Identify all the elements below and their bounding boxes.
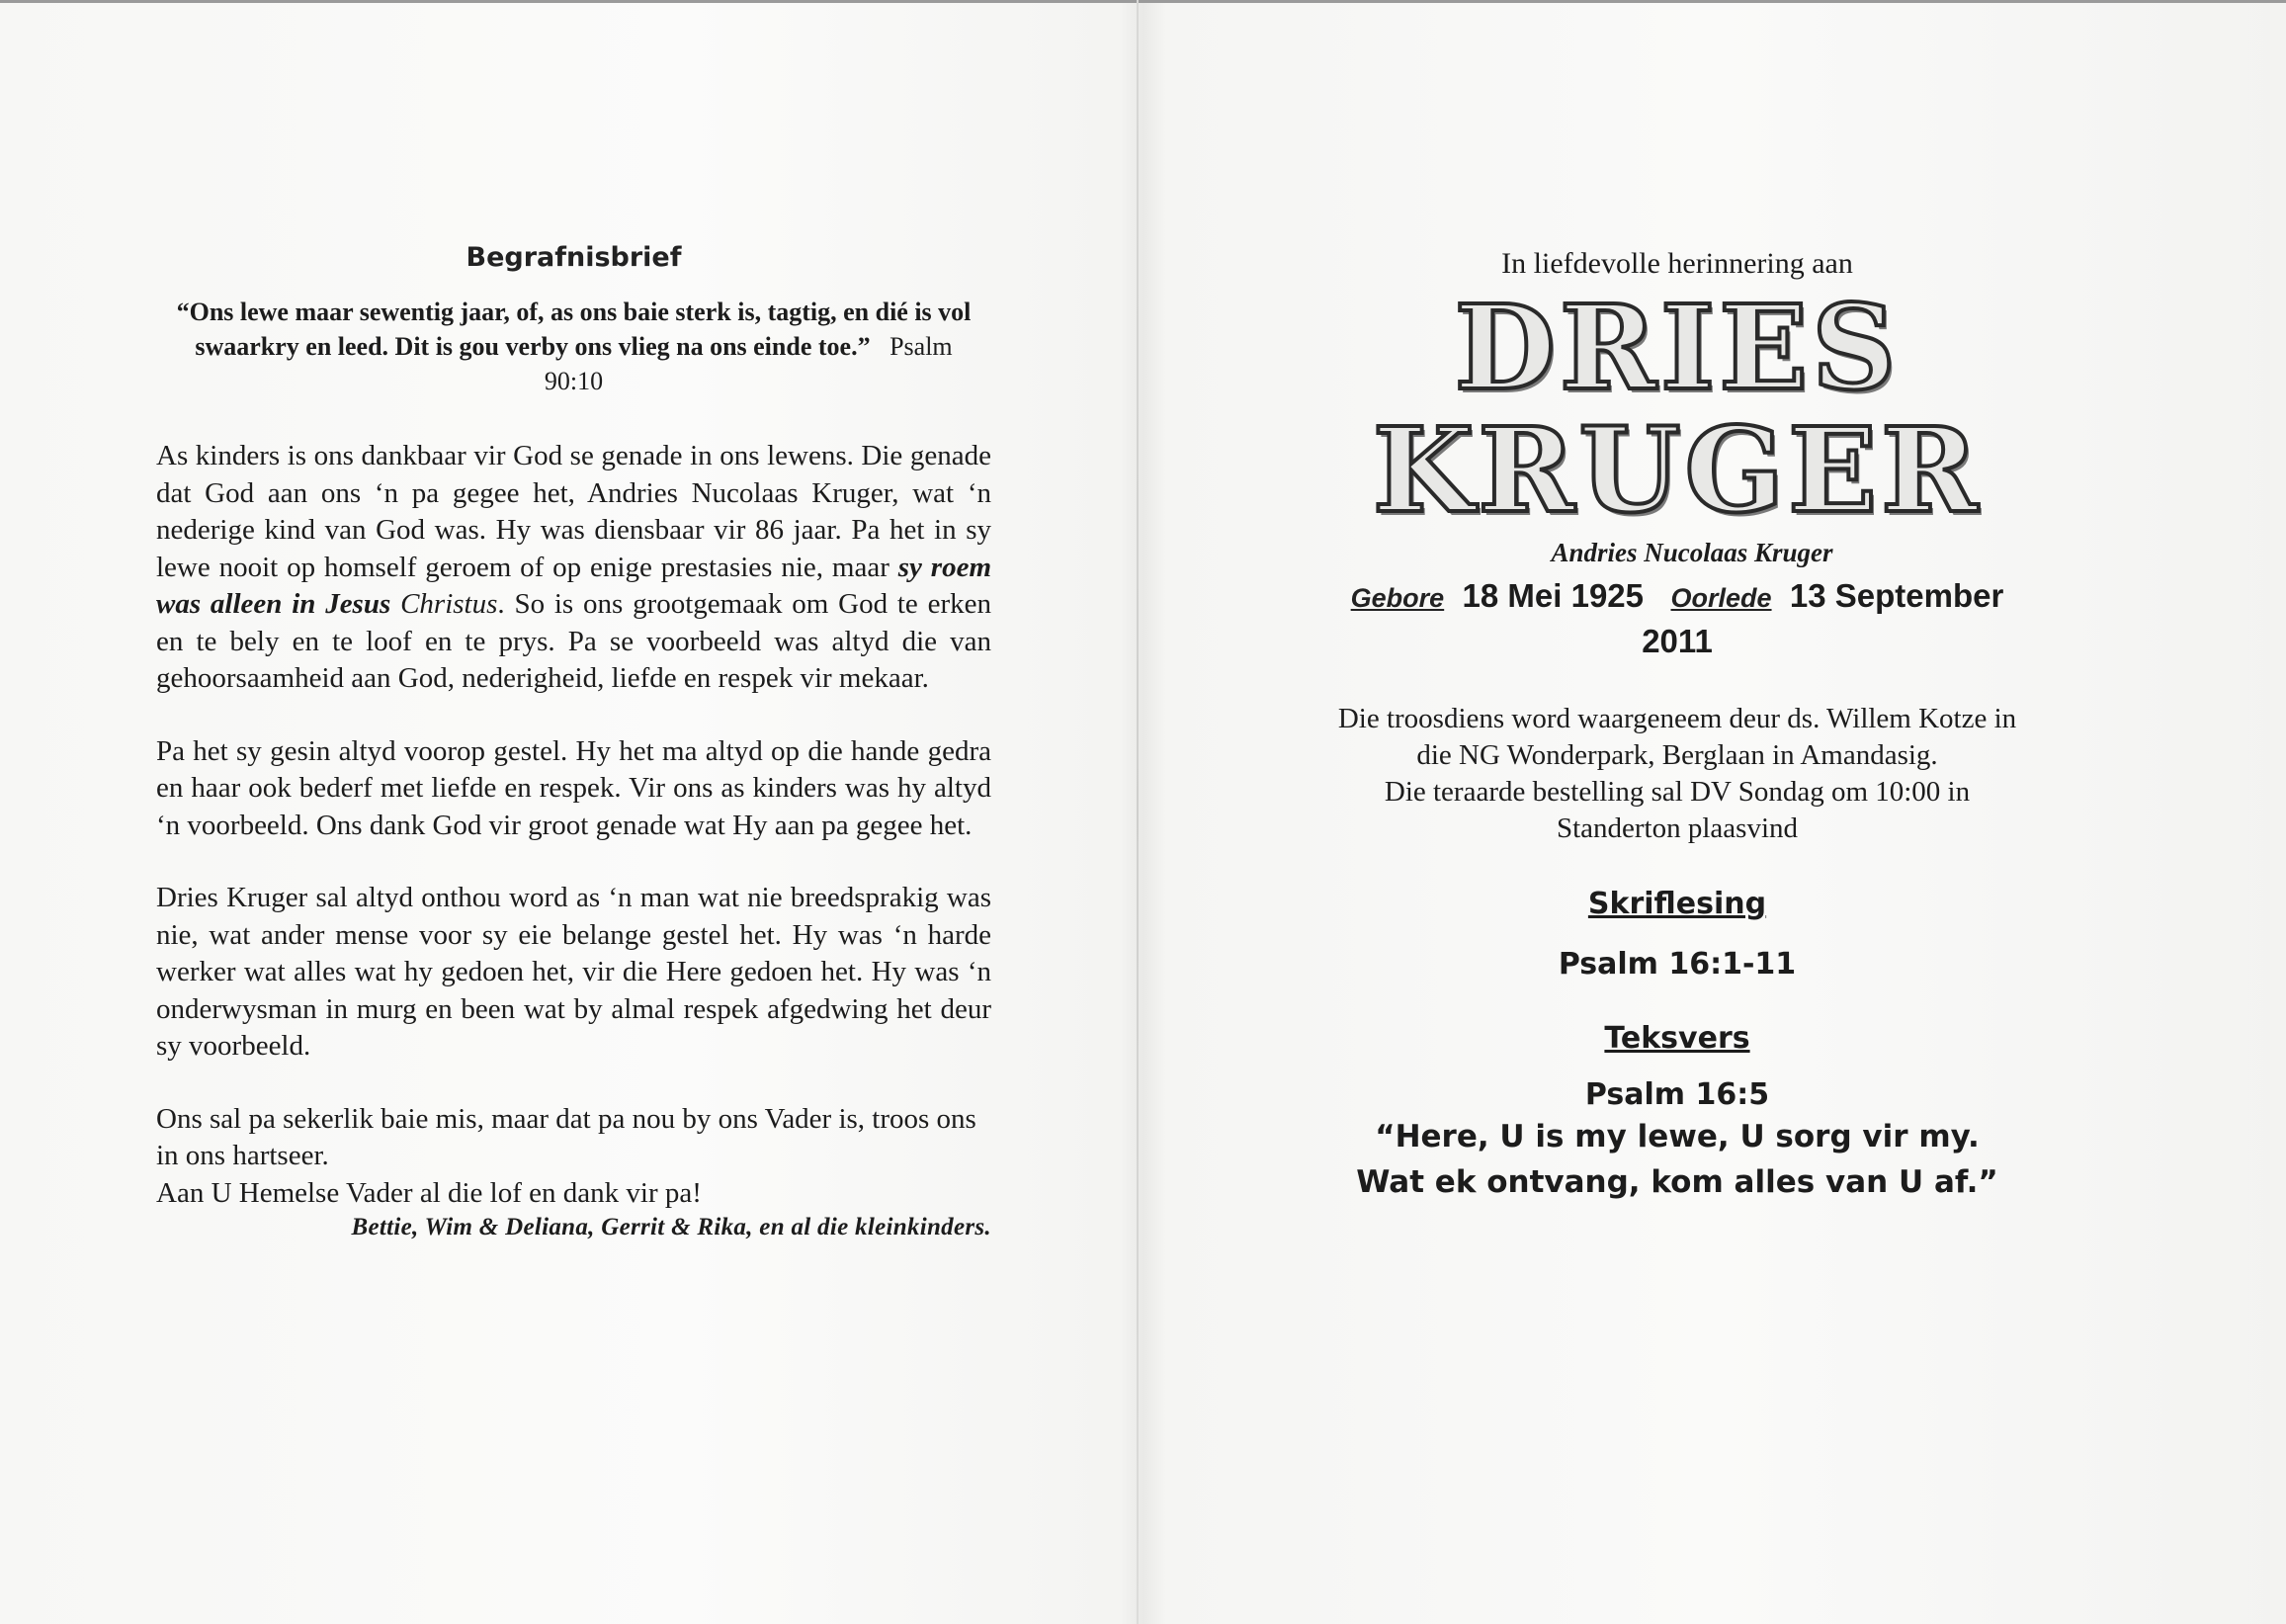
paragraph-3: Dries Kruger sal altyd onthou word as ‘n man wat nie breedsprakig was nie, wat ander mense voor sy eie belange gestel het. Hy was ‘n harde werker wat alles wat hy gedoen het, vir die Here gedoen het. Hy was ‘n onderwysman in murg en been wat by almal respek afgedwing het deur sy voorbeeld. (156, 882, 991, 1062)
full-name: Andries Nucolaas Kruger (1551, 538, 1833, 567)
service-line-4: Standerton plaasvind (1556, 812, 1799, 844)
opening-quote (169, 295, 979, 398)
paragraph-4-line-2: Aan U Hemelse Vader al die lof en dank vir pa! (156, 1176, 702, 1209)
right-page (1267, 247, 2087, 1205)
left-page (156, 242, 991, 1241)
verse-line-2: Wat ek ontvang, kom alles van U af.” (1356, 1164, 1998, 1200)
last-name-heading: KRUGER (1372, 401, 1983, 539)
paragraph-1-emphasis: sy roem was alleen in Jesus (156, 551, 991, 620)
life-dates (1267, 574, 2087, 663)
service-line-1: Die troosdiens word waargeneem deur ds. Willem Kotze in (1337, 703, 2017, 734)
scan-edge (0, 0, 2286, 3)
quote-text: “Ons lewe maar sewentig jaar, of, as ons baie sterk is, tagtig, en dié is vol swaarkry en leed. Dit is gou verby ons vlieg na ons einde toe.” (176, 298, 972, 361)
text-verse-heading: Teksvers (1604, 1021, 1750, 1056)
paragraph-1 (156, 438, 991, 698)
text-verse (1267, 1114, 2087, 1205)
text-verse-reference: Psalm 16:5 (1584, 1077, 1770, 1112)
verse-line-1: “Here, U is my lewe, U sorg vir my. (1375, 1119, 1980, 1154)
service-line-3: Die teraarde bestelling sal DV Sondag om 10:00 in (1384, 776, 1971, 808)
paragraph-1-text: As kinders is ons dankbaar vir God se genade in ons lewens. Die genade dat God aan ons ‘n pa gegee het, Andries Nucolaas Kruger, wat ‘n nederige kind van God was. Hy was diensbaar vir 86 jaar. Pa het in sy lewe nooit op homself geroem of op enige prestasies nie, maar (156, 440, 991, 583)
service-line-2: die NG Wonderpark, Berglaan in Amandasig. (1416, 739, 1938, 771)
paragraph-2: Pa het sy gesin altyd voorop gestel. Hy het ma altyd op die hande gedra en haar ook bederf met liefde en respek. Vir ons as kinders was hy altyd ‘n voorbeeld. Ons dank God vir groot genade wat Hy aan pa gegee het. (156, 734, 991, 841)
scripture-reading-reference: Psalm 16:1-11 (1558, 947, 1797, 982)
paragraph-4-line-1: Ons sal pa sekerlik baie mis, maar dat pa nou by ons Vader is, troos ons in ons hartseer. (156, 1102, 976, 1171)
died-date: 13 September (1789, 577, 2004, 614)
paragraph-1-italic: Christus (400, 588, 498, 620)
paragraph-4 (156, 1101, 991, 1213)
quote-reference: Psalm 90:10 (544, 332, 953, 395)
born-date: 18 Mei 1925 (1462, 577, 1644, 614)
paragraph-1-text-end: . So is ons grootgemaak om God te erken en te bely en te loof en te prys. Pa se voorbeeld was altyd die van gehoorsaamheid aan God, nederigheid, liefde en respek vir mekaar. (156, 588, 991, 694)
died-year: 2011 (1642, 623, 1713, 659)
born-label: Gebore (1350, 583, 1445, 613)
first-name-heading: DRIES (1454, 279, 1901, 416)
family-signature: Bettie, Wim & Deliana, Gerrit & Rika, en al die kleinkinders. (351, 1214, 991, 1240)
letter-title: Begrafnisbrief (466, 242, 682, 273)
service-details (1267, 701, 2087, 847)
page-fold (1137, 0, 1139, 1624)
died-label: Oorlede (1670, 583, 1772, 613)
memorial-intro: In liefdevolle herinnering aan (1501, 247, 1853, 280)
scripture-reading-heading: Skriflesing (1587, 887, 1767, 921)
